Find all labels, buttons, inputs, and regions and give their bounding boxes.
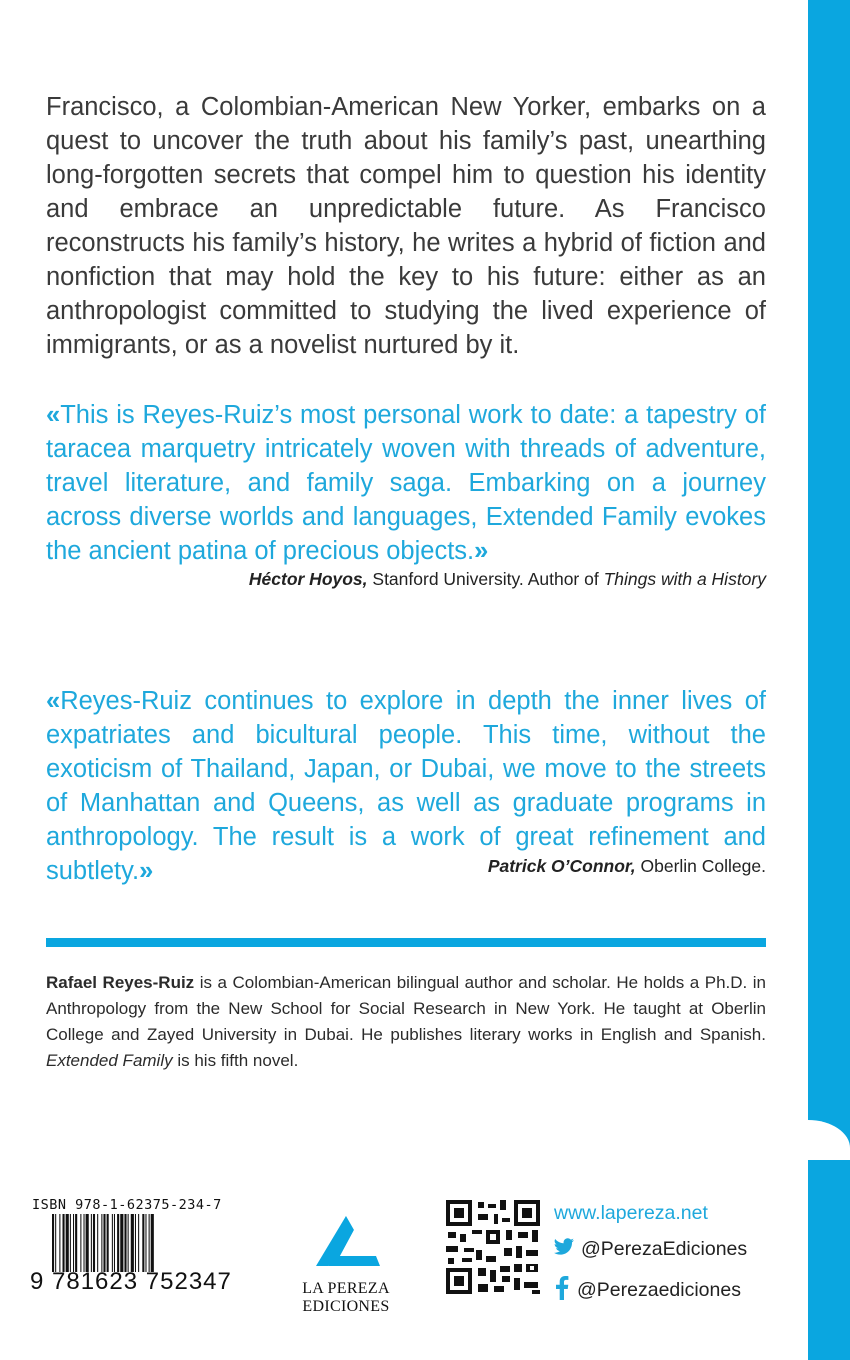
bio-book-title: Extended Family bbox=[46, 1051, 173, 1070]
quote-affiliation: Oberlin College. bbox=[635, 856, 766, 876]
close-quote-mark: » bbox=[474, 537, 489, 565]
author-name: Rafael Reyes-Ruiz bbox=[46, 973, 195, 992]
barcode-bar bbox=[75, 1214, 77, 1272]
barcode-bar bbox=[149, 1214, 150, 1272]
barcode-bar bbox=[138, 1214, 139, 1272]
barcode-bar bbox=[93, 1214, 95, 1272]
publisher-name: LA PEREZA EDICIONES bbox=[302, 1280, 390, 1315]
barcode-bar bbox=[107, 1214, 109, 1272]
barcode-bar bbox=[151, 1214, 154, 1272]
barcode-bar bbox=[70, 1214, 71, 1272]
barcode-bar bbox=[55, 1214, 56, 1272]
barcode-bar bbox=[117, 1214, 119, 1272]
barcode bbox=[52, 1214, 234, 1272]
barcode-bar bbox=[142, 1214, 144, 1272]
synopsis-paragraph: Francisco, a Colombian-American New Yorker, embarks on a quest to uncover the truth about his family’s past, unearthing long-forgotten secrets that compel him to question his identity and embrace an unpredictable future. As Francisco reconstructs his family’s history, he writes a hybrid of fiction and nonfiction that may hold the key to his future: either as an anthropologist committed to studying the lived experience of immigrants, or as a novelist nurtured by it. bbox=[46, 93, 766, 359]
barcode-bar bbox=[145, 1214, 146, 1272]
barcode-bar bbox=[114, 1214, 115, 1272]
close-quote-mark: » bbox=[139, 857, 154, 885]
barcode-number: 9 781623 752347 bbox=[30, 1268, 232, 1295]
barcode-bar bbox=[128, 1214, 129, 1272]
twitter-handle[interactable] bbox=[553, 1238, 747, 1262]
bio-text: is a Colombian-American bilingual author and scholar. He holds a Ph.D. in Anthropology from the New School for Social Research in New York. He taught at Oberlin College and Zayed University in Dubai. He publishes literary works in English and Spanish. bbox=[46, 973, 766, 1044]
quote-work-title: Things with a History bbox=[603, 569, 766, 589]
quote-text: Reyes-Ruiz continues to explore in depth the inner lives of expatriates and bicultural people. This time, without the exoticism of Thailand, Japan, or Dubai, we move to the streets of Manhattan and Queens, as well as graduate programs in anthropology. The result is a work of great refinement and subtlety. bbox=[46, 687, 766, 885]
open-quote-mark: « bbox=[46, 401, 61, 429]
barcode-bar bbox=[52, 1214, 54, 1272]
barcode-bar bbox=[135, 1214, 136, 1272]
quote-affiliation: Stanford University. Author of bbox=[367, 569, 604, 589]
barcode-bar bbox=[124, 1214, 126, 1272]
quote-author: Héctor Hoyos, bbox=[248, 569, 368, 589]
quote-author: Patrick O’Connor, bbox=[487, 856, 636, 876]
barcode-bar bbox=[112, 1214, 113, 1272]
section-divider bbox=[46, 938, 766, 947]
quote-attribution-2 bbox=[46, 856, 766, 877]
quote-attribution-1 bbox=[46, 569, 766, 590]
qr-code[interactable] bbox=[446, 1200, 540, 1294]
barcode-bar bbox=[73, 1214, 74, 1272]
barcode-bar bbox=[86, 1214, 89, 1272]
open-quote-mark: « bbox=[46, 687, 61, 715]
quote-text: This is Reyes-Ruiz’s most personal work to date: a tapestry of taracea marquetry intricately woven with threads of adventure, travel literature, and family saga. Embarking on a journey across diverse worlds and languages, Extended Family evokes the ancient patina of precious objects. bbox=[46, 401, 766, 565]
twitter-bird-icon bbox=[553, 1238, 575, 1262]
quote-block-1 bbox=[46, 398, 766, 568]
bio-text-end: is his fifth novel. bbox=[172, 1051, 299, 1070]
isbn-label: ISBN 978-1-62375-234-7 bbox=[32, 1197, 222, 1213]
barcode-bar bbox=[101, 1214, 102, 1272]
facebook-f-icon bbox=[553, 1276, 571, 1306]
barcode-bar bbox=[66, 1214, 69, 1272]
barcode-bar bbox=[97, 1214, 98, 1272]
barcode-bar bbox=[63, 1214, 65, 1272]
website-link[interactable]: www.lapereza.net bbox=[554, 1202, 708, 1224]
barcode-bar bbox=[103, 1214, 105, 1272]
author-bio bbox=[46, 970, 766, 1074]
facebook-handle-text: @Perezaediciones bbox=[577, 1279, 741, 1302]
barcode-bar bbox=[120, 1214, 123, 1272]
barcode-bar bbox=[91, 1214, 92, 1272]
barcode-bar bbox=[131, 1214, 134, 1272]
publisher-logo-icon bbox=[310, 1212, 382, 1274]
barcode-bar bbox=[84, 1214, 85, 1272]
barcode-bar bbox=[59, 1214, 60, 1272]
twitter-handle-text: @PerezaEdiciones bbox=[581, 1238, 748, 1261]
facebook-handle[interactable] bbox=[553, 1276, 741, 1306]
barcode-bar bbox=[80, 1214, 81, 1272]
